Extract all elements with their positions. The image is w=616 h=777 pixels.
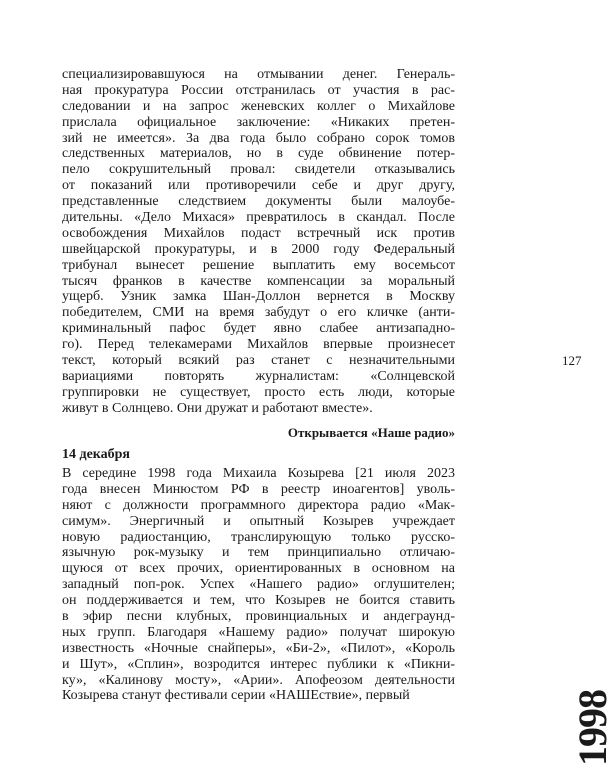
- entry-date: 14 декабря: [62, 447, 131, 462]
- text-line: года внесен Минюстом РФ в реестр иноагентов] уволь-: [62, 481, 455, 497]
- text-line: ная прокуратура России отстранилась от участия в рас-: [62, 82, 455, 98]
- year-marker: 1998: [570, 690, 615, 766]
- text-line: новую радиостанцию, транслирующую только русско-: [62, 529, 455, 545]
- text-line: вариациями повторять журналистам: «Солнцевской: [62, 368, 455, 384]
- text-line: группировки не существует, просто есть люди, которые: [62, 384, 455, 400]
- text-line: щуюся от всех прочих, ориентированных в основном на: [62, 561, 455, 577]
- text-line: он поддерживается и тем, что Козырев не боится ставить: [62, 593, 455, 609]
- text-line: зий не имеется». За два года было собрано сорок томов: [62, 130, 455, 146]
- text-line: от показаний или противоречили себе и друг другу,: [62, 178, 455, 194]
- text-line: го). Перед телекамерами Михайлов впервые произнесет: [62, 337, 455, 353]
- text-line: швейцарской прокуратуры, и в 2000 году Федеральный: [62, 241, 455, 257]
- text-line: текст, который всякий раз станет с незначительными: [62, 353, 455, 369]
- text-line: симум». Энергичный и опытный Козырев учреждает: [62, 513, 455, 529]
- text-line: следовании и на запрос женевских коллег о Михайлове: [62, 98, 455, 114]
- paragraph-entry: [62, 466, 455, 704]
- text-line: криминальный пафос будет явно слабее антизападно-: [62, 321, 455, 337]
- text-line: представленные следствием документы были малоубе-: [62, 194, 455, 210]
- text-line: западный поп-рок. Успех «Нашего радио» оглушителен;: [62, 577, 455, 593]
- text-line: специализировавшуюся на отмывании денег. Генераль-: [62, 67, 455, 82]
- text-line: ку», «Калинову мосту», «Арии». Апофеозом деятельности: [62, 672, 455, 688]
- text-line: В середине 1998 года Михаила Козырева [21 июля 2023: [62, 466, 455, 481]
- text-line: ущерб. Узник замка Шан-Доллон вернется в Москву: [62, 289, 455, 305]
- text-line: победителем, СМИ на время забудут о его кличке (анти-: [62, 305, 455, 321]
- text-line: и Шут», «Сплин», возродится интерес публики к «Пикни-: [62, 656, 455, 672]
- text-line: следственных материалов, но в суде обвинение потер-: [62, 146, 455, 162]
- page-number: 127: [562, 353, 582, 368]
- text-line: ных групп. Благодаря «Нашему радио» получат широкую: [62, 624, 455, 640]
- text-line: Козырева станут фестивали серии «НАШЕствие», первый: [62, 688, 410, 704]
- text-line: в эфир песни клубных, провинциальных и андеграунд-: [62, 609, 455, 625]
- text-line: трибунал вынесет решение выплатить ему восемьсот: [62, 257, 455, 273]
- text-line: известность «Ночные снайперы», «Би-2», «Пилот», «Король: [62, 640, 455, 656]
- text-line: няют с должности программного директора радио «Мак-: [62, 497, 455, 513]
- text-line: освобождения Михайлов подаст встречный иск против: [62, 225, 455, 241]
- text-line: прислала официальное заключение: «Никаких претен-: [62, 114, 455, 130]
- text-line: дительны. «Дело Михася» превратилось в скандал. После: [62, 210, 455, 226]
- text-line: пело сокрушительный провал: свидетели отказывались: [62, 162, 455, 178]
- text-line: живут в Солнцево. Они дружат и работают вместе».: [62, 400, 373, 416]
- text-line: тысяч франков в качестве компенсации за моральный: [62, 273, 455, 289]
- text-line: язычную рок-музыку и тем принципиально отличаю-: [62, 545, 455, 561]
- paragraph-continued: [62, 67, 455, 417]
- section-heading: Открывается «Наше радио»: [287, 425, 455, 440]
